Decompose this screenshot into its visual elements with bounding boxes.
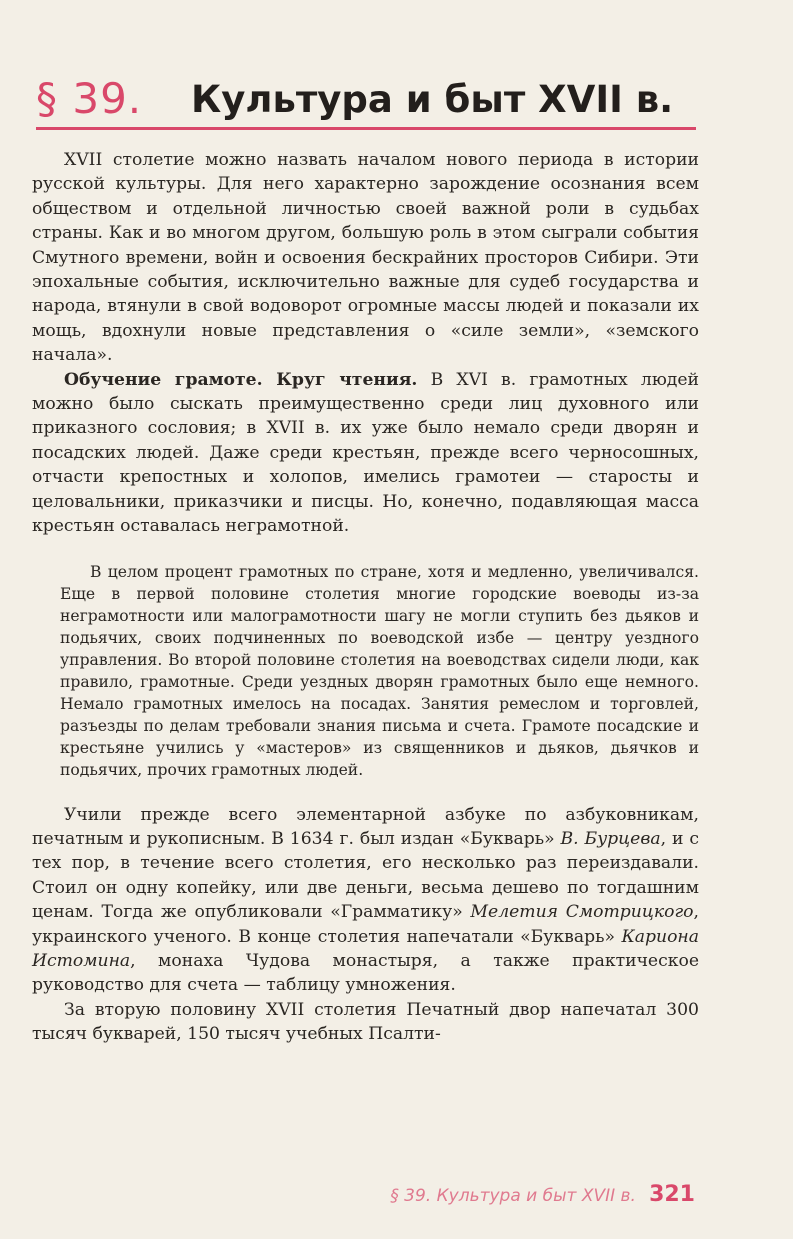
paragraph-intro: XVII столетие можно назвать началом нового периода в истории русской культуры. Для него характерно зарождение осознания всем обществом и отдельной личностью своей важной роли в судьбах страны. Как и во многом другом, большую роль в этом сыграли события Смутного времени, войн и освоения бескрайних просторов Сибири. Эти эпохальные события, исключительно важные для судеб государства и народа, втянули в свой водоворот огромные массы людей и показали их мощь, вдохнули новые представления о «силе земли», «земского начала». <box>32 150 699 366</box>
header-rule <box>36 127 696 130</box>
running-title: § 39. Культура и быт XVII в. <box>390 1186 636 1206</box>
subheading-literacy: Обучение грамоте. Круг чтения. <box>64 369 418 390</box>
author-name: В. Бурцева <box>560 828 661 849</box>
body-text <box>32 148 699 1047</box>
small-print-paragraph: В целом процент грамотных по стране, хотя и медленно, увеличивался. Еще в первой половине столетия многие городские воеводы из-за неграмотности или малограмотности шагу не могли ступить без дьяков и подьячих, своих подчиненных по воеводской избе — центру уездного управления. Во второй половине столетия на воеводствах сидели люди, как правило, грамотные. Среди уездных дворян грамотных было еще немного. Немало грамотных имелось на посадах. Занятия ремеслом и торговлей, разъезды по делам требовали знания письма и счета. Грамоте посадские и крестьяне учились у «мастеров» из священников и дьяков, дьячков и подьячих, прочих грамотных людей. <box>60 562 699 779</box>
section-number: § 39. <box>36 74 143 123</box>
text-run: Учили прежде всего элементарной азбуке по азбуковникам, печатным и рукописным. В 1634 г. был издан «Букварь» <box>32 804 699 849</box>
text-run: , и с тех пор, в течение всего столетия, его несколько раз переиздавали. Стоил он одну копейку, или две деньги, весьма дешево по тогдашним ценам. Тогда же опубликовали «Грамматику» <box>32 828 699 923</box>
paragraph-alphabet <box>32 803 699 998</box>
paragraph-printing: За вторую половину XVII столетия Печатный двор напечатал 300 тысяч букварей, 150 тысяч учебных Псалти- <box>32 999 699 1045</box>
page-number: 321 <box>649 1182 695 1207</box>
paragraph-literacy-text: В XVI в. грамотных людей можно было сыскать преимущественно среди лиц духовного или приказного сословия; в XVII в. их уже было немало среди дворян и посадских людей. Даже среди крестьян, прежде всего черносошных, отчасти крепостных и холопов, имелись грамотеи — старосты и целовальники, приказчики и писцы. Но, конечно, подавляющая масса крестьян оставалась неграмотной. <box>32 369 699 537</box>
text-run: , украинского ученого. В конце столетия напечатали «Букварь» <box>32 902 699 947</box>
section-header <box>36 70 696 130</box>
paragraph-literacy <box>32 368 699 539</box>
author-name: Кариона Истомина <box>32 926 699 971</box>
section-title: Культура и быт XVII в. <box>191 78 674 121</box>
text-run: , монаха Чудова монастыря, а также практическое руководство для счета — таблицу умножения. <box>32 950 699 996</box>
author-name: Мелетия Смотрицкого <box>470 902 694 923</box>
page-footer <box>390 1182 695 1207</box>
